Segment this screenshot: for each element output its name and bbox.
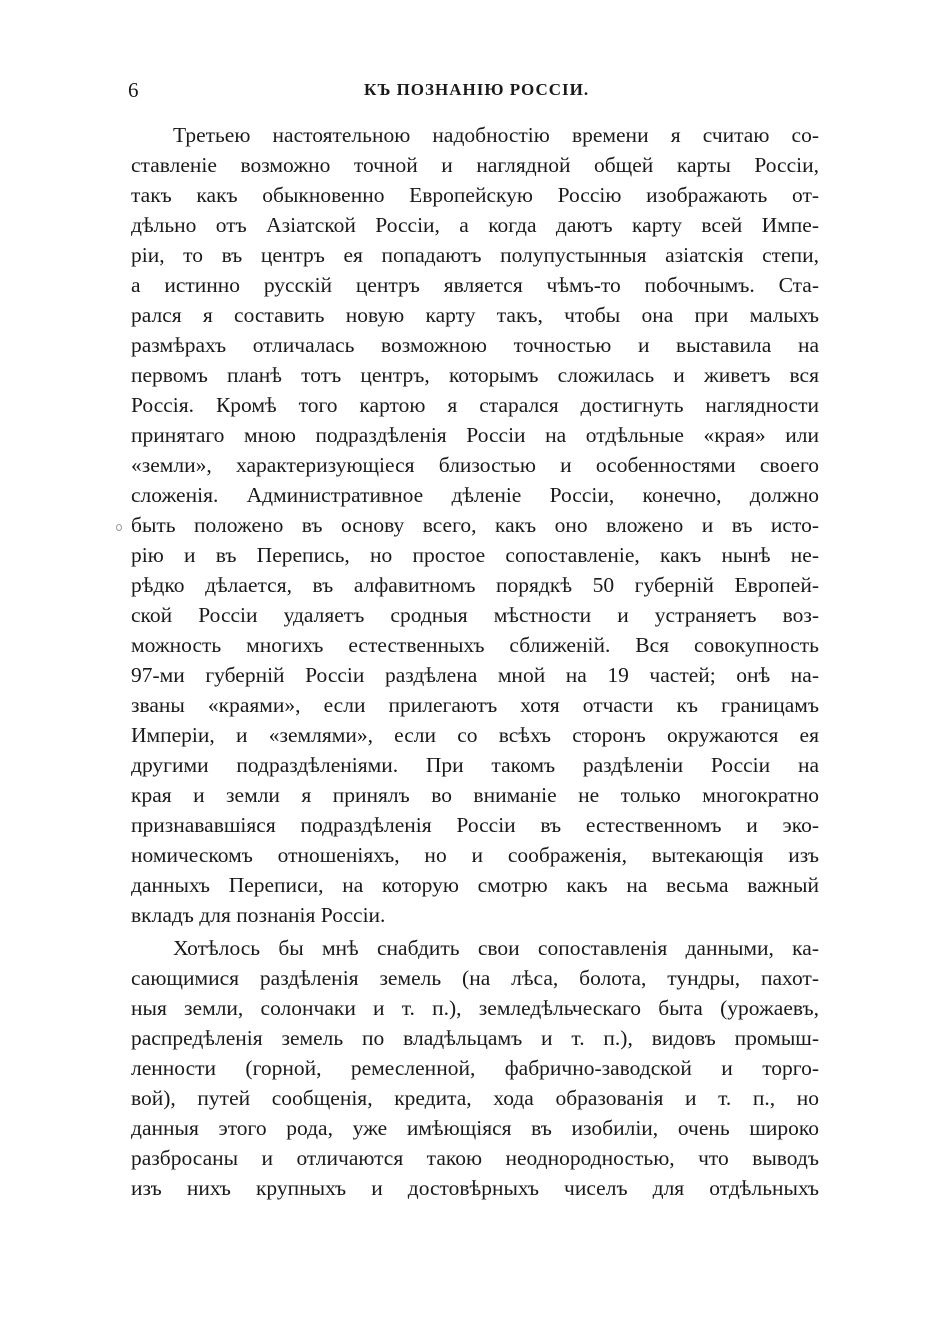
text-line: разбросаны и отличаются такою неоднородностью, что выводъ xyxy=(131,1146,819,1170)
text-line: званы «краями», если прилегаютъ хотя отчасти къ границамъ xyxy=(131,693,819,717)
text-line: быть положено въ основу всего, какъ оно вложено и въ исто- xyxy=(131,513,819,537)
text-line: признававшіяся подраздѣленія Россіи въ естественномъ и эко- xyxy=(131,813,819,837)
text-line: ныя земли, солончаки и т. п.), земледѣльческаго быта (урожаевъ, xyxy=(131,996,819,1020)
text-line: рію и въ Перепись, но простое сопоставленіе, какъ нынѣ не- xyxy=(131,543,819,567)
text-line: рѣдко дѣлается, въ алфавитномъ порядкѣ 50 губерній Европей- xyxy=(131,573,819,597)
text-line: Россія. Кромѣ того картою я старался достигнуть наглядности xyxy=(131,393,819,417)
body-text xyxy=(131,120,819,1203)
paragraph-1 xyxy=(131,120,819,930)
text-line: вкладъ для познанія Россіи. xyxy=(131,903,386,927)
text-line: Хотѣлось бы мнѣ снабдить свои сопоставленія данными, ка- xyxy=(173,936,819,960)
text-line: а истинно русскій центръ является чѣмъ-то побочнымъ. Ста- xyxy=(131,273,819,297)
text-line: ленности (горной, ремесленной, фабрично-заводской и торго- xyxy=(131,1056,819,1080)
text-line: первомъ планѣ тотъ центръ, которымъ сложилась и живетъ вся xyxy=(131,363,819,387)
text-line: края и земли я принялъ во вниманіе не только многократно xyxy=(131,783,819,807)
text-line: изъ нихъ крупныхъ и достовѣрныхъ чиселъ для отдѣльныхъ xyxy=(131,1176,819,1200)
text-line: Имперіи, и «землями», если со всѣхъ сторонъ окружаются ея xyxy=(131,723,819,747)
text-line: Третьею настоятельною надобностію времени я считаю со- xyxy=(173,123,819,147)
print-speck xyxy=(116,524,122,531)
text-line: размѣрахъ отличалась возможною точностью и выставила на xyxy=(131,333,819,357)
text-line: данныхъ Переписи, на которую смотрю какъ на весьма важный xyxy=(131,873,819,897)
text-line: ской Россіи удаляетъ сродныя мѣстности и устраняетъ воз- xyxy=(131,603,819,627)
text-line: сающимися раздѣленія земель (на лѣса, болота, тундры, пахот- xyxy=(131,966,819,990)
text-line: другими подраздѣленіями. При такомъ раздѣленіи Россіи на xyxy=(131,753,819,777)
text-line: номическомъ отношеніяхъ, но и соображенія, вытекающія изъ xyxy=(131,843,819,867)
text-line: ріи, то въ центръ ея попадаютъ полупустынныя азіатскія степи, xyxy=(131,243,819,267)
text-line: можность многихъ естественныхъ сближеній. Вся совокупность xyxy=(131,633,819,657)
running-title: КЪ ПОЗНАНІЮ РОССІИ. xyxy=(364,80,590,99)
paragraph-2 xyxy=(131,933,819,1203)
text-line: распредѣленія земель по владѣльцамъ и т. п.), видовъ промыш- xyxy=(131,1026,819,1050)
text-line: ставленіе возможно точной и наглядной общей карты Россіи, xyxy=(131,153,819,177)
page-number: 6 xyxy=(128,78,139,102)
text-line: такъ какъ обыкновенно Европейскую Россію изображають от- xyxy=(131,183,819,207)
text-line: 97-ми губерній Россіи раздѣлена мной на 19 частей; онѣ на- xyxy=(131,663,819,687)
text-line: сложенія. Административное дѣленіе Россіи, конечно, должно xyxy=(131,483,819,507)
text-line: рался я составить новую карту такъ, чтобы она при малыхъ xyxy=(131,303,819,327)
text-line: принятаго мною подраздѣленія Россіи на отдѣльные «края» или xyxy=(131,423,819,447)
text-line: вой), путей сообщенія, кредита, хода образованія и т. п., но xyxy=(131,1086,819,1110)
text-line: данныя этого рода, уже имѣющіяся въ изобиліи, очень широко xyxy=(131,1116,819,1140)
text-line: «земли», характеризующіеся близостью и особенностями своего xyxy=(131,453,819,477)
text-line: дѣльно отъ Азіатской Россіи, а когда даютъ карту всей Импе- xyxy=(131,213,819,237)
page-header xyxy=(128,78,818,108)
